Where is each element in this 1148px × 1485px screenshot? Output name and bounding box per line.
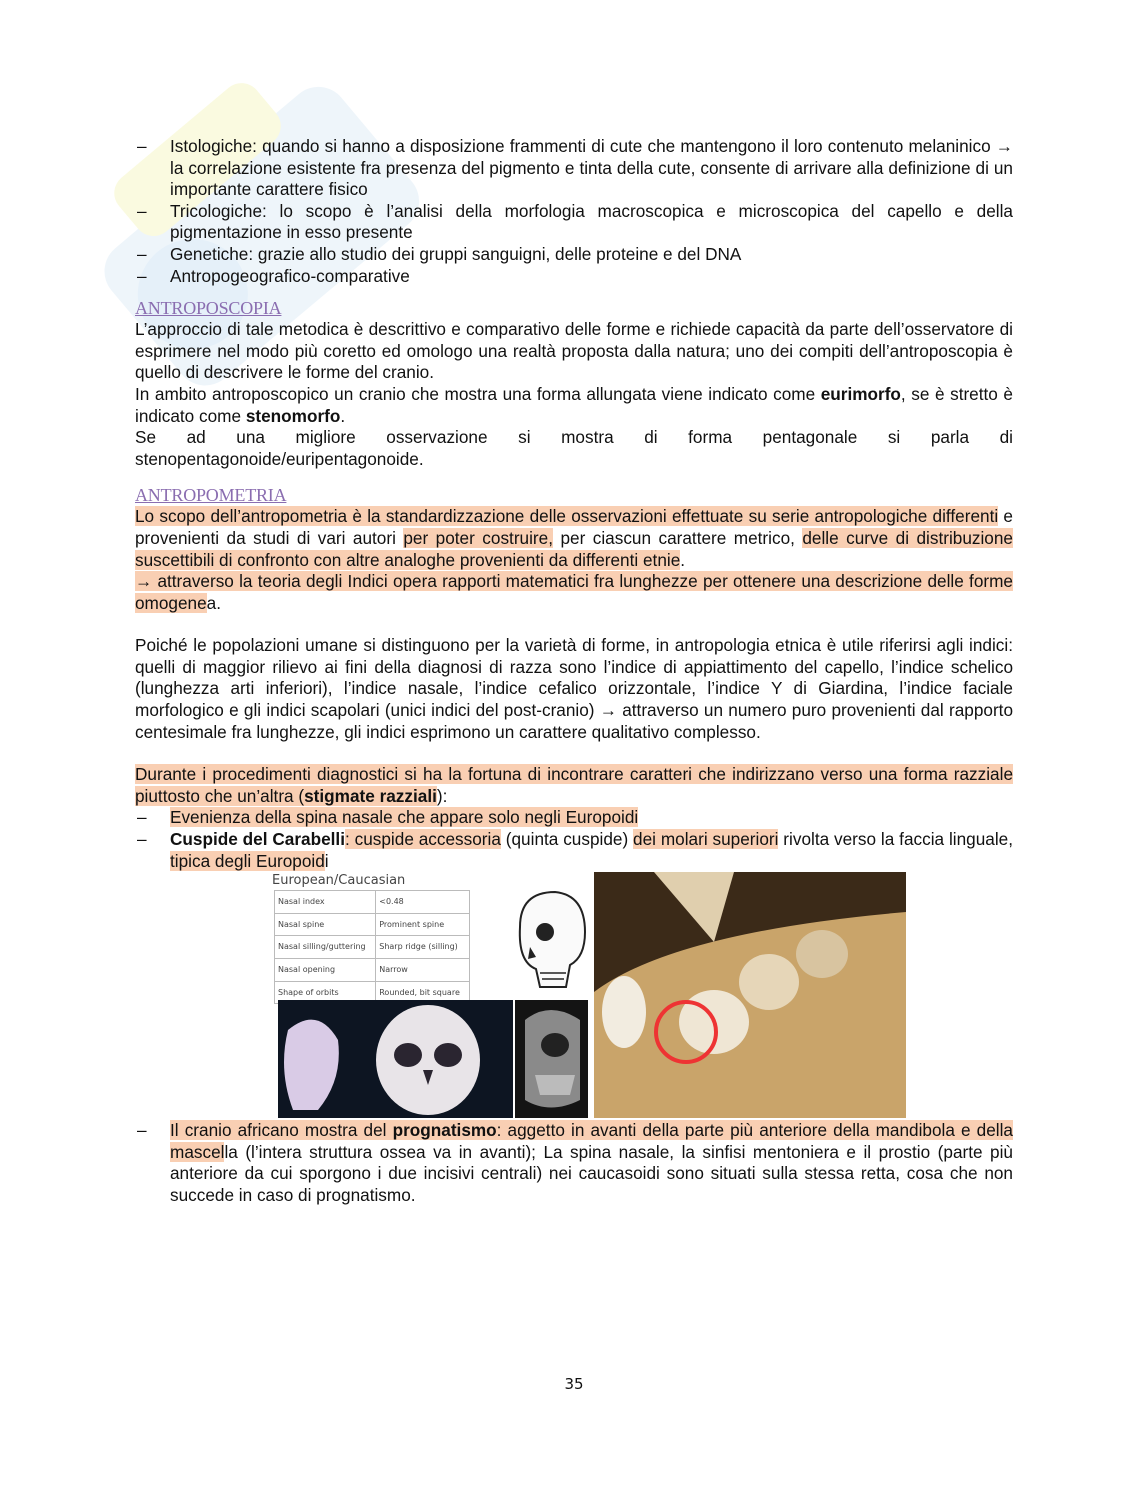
term-prognatismo: prognatismo [392,1120,497,1141]
term-eurimorfo: eurimorfo [820,383,901,404]
term-stigmate-razziali: stigmate razziali [304,785,437,806]
paragraph-line: stenopentagonoide/euripentagonoide. [135,448,424,469]
highlight: → attraverso la teoria degli Indici opera rapporti matematici fra lunghezze per ottenere una descrizione delle forme omogene [135,571,1013,613]
term-cuspide-carabelli: Cuspide del Carabelli [170,829,345,850]
highlight: per poter costruire, [403,527,553,548]
highlight: Il cranio africano mostra del [170,1120,393,1141]
list-item: – Istologiche: quando si hanno a disposizione frammenti di cute che mantengono il loro contenuto melaninico → la correlazione esistente fra presenza del pigmento e tinta della cute, consente di arrivare alla definizione di un importante carattere fisico [135,136,1013,201]
highlight: delle curve di distribuzione suscettibili di confronto con altre analoghe provenienti da differenti etnie [135,527,1013,570]
paragraph: L’approccio di tale metodica è descrittivo e comparativo delle forme e richiede capacità da parte dell’osservatore di esprimere nel modo più coretto ed omologo una realtà proposta dalla natura; uno dei compiti dell’antroposcopia è quello di descrivere le forme del cranio. [135,319,1013,383]
skull-xray [515,1000,588,1118]
paragraph-line: Se ad una migliore osservazione si mostra di forma pentagonale si parla di [135,427,1013,448]
document-page [135,136,1013,1207]
paragraph: → attraverso la teoria degli Indici opera rapporti matematici fra lunghezze per ottenere una descrizione delle forme omogenea. [135,571,1013,613]
paragraph: In ambito antroposcopico un cranio che mostra una forma allungata viene indicato come eurimorfo, se è stretto è indicato come stenomorfo. [135,383,1013,426]
paragraph: Durante i procedimenti diagnostici si ha la fortuna di incontrare caratteri che indirizzano verso una forma razziale piuttosto che un’altra (stigmate razziali): [135,764,1013,806]
figure-caucasian-skull [272,872,1044,1120]
highlight: tipica degli Europoid [170,850,325,871]
molar-photo [594,872,906,1118]
paragraph: Lo scopo dell’antropometria è la standardizzazione delle osservazioni effettuate su serie antropologiche differenti e provenienti da studi di vari autori per poter costruire, per ciascun carattere metrico, delle curve di distribuzione suscettibili di confronto con altre analoghe provenienti da differenti etnie. [135,506,1013,570]
table-row: Shape of orbits Rounded, bit square [275,981,470,1004]
list-item: – Genetiche: grazie allo studio dei gruppi sanguigni, delle proteine e del DNA [135,244,1013,266]
table-row: Nasal silling/guttering Sharp ridge (silling) [275,936,470,959]
paragraph: Poiché le popolazioni umane si distinguono per la varietà di forme, in antropologia etnica è utile riferirsi agli indici: quelli di maggior rilievo ai fini della diagnosi di razza sono l’indice di appiattimento del capello, l’indice schelico (lunghezza arti inferiori), l’indice nasale, l’indice cefalico orizzontale, l’indice Y di Giardina, l’indice faciale morfologico e gli indici scapolari (unici indici del post-cranio) → attraverso un numero puro provenienti dal rapporto centesimale fra lunghezze, gli indici esprimono un carattere qualitativo complesso. [135,635,1013,742]
traits-table [274,890,470,1004]
methods-list [135,136,1013,287]
list-item: – Cuspide del Carabelli: cuspide accessoria (quinta cuspide) dei molari superiori rivolta verso la faccia linguale, tipica degli Europoidi [135,829,1013,872]
highlight: : aggetto in avanti della parte più anteriore della mandibola e della mascel [170,1120,1013,1162]
table-row: Nasal opening Narrow [275,959,470,982]
skull-photos [278,1000,513,1118]
term-stenomorfo: stenomorfo [245,405,341,426]
skull-drawing [500,887,590,997]
page-number: 35 [564,1375,584,1393]
highlight: Durante i procedimenti diagnostici si ha la fortuna di incontrare caratteri che indirizzano verso una forma razziale piuttosto che un’altra ( [135,764,1013,806]
prognatismo-list [135,1120,1013,1206]
highlight: Lo scopo dell’antropometria è la standardizzazione delle osservazioni effettuate su serie antropologiche differenti [135,506,999,527]
figure-title: European/Caucasian [272,873,406,889]
list-item: – Il cranio africano mostra del prognatismo: aggetto in avanti della parte più anteriore della mandibola e della mascella (l’intera struttura ossea va in avanti); La spina nasale, la sinfisi mentoniera e il prostio (parte più anteriore da cui sporgono i due incisivi centrali) nei caucasoidi sono situati sulla stessa retta, cosa che non succede in caso di prognatismo. [135,1120,1013,1206]
stigmate-list [135,807,1013,872]
list-item: – Tricologiche: lo scopo è l’analisi della morfologia macroscopica e microscopica del capello e della pigmentazione in esso presente [135,201,1013,244]
highlight: Evenienza della spina nasale che appare solo negli Europoidi [170,807,639,828]
figure-table [272,872,502,1002]
table-row: Nasal index <0.48 [275,891,470,914]
highlight: dei molari superiori [633,829,779,850]
list-item: – Antropogeografico-comparative [135,266,1013,288]
section-heading-antropometria: ANTROPOMETRIA [135,485,287,506]
highlight: : cuspide accessoria [344,829,501,850]
list-item [135,807,1013,829]
table-row: Nasal spine Prominent spine [275,913,470,936]
section-heading-antroposcopia: ANTROPOSCOPIA [135,298,282,319]
